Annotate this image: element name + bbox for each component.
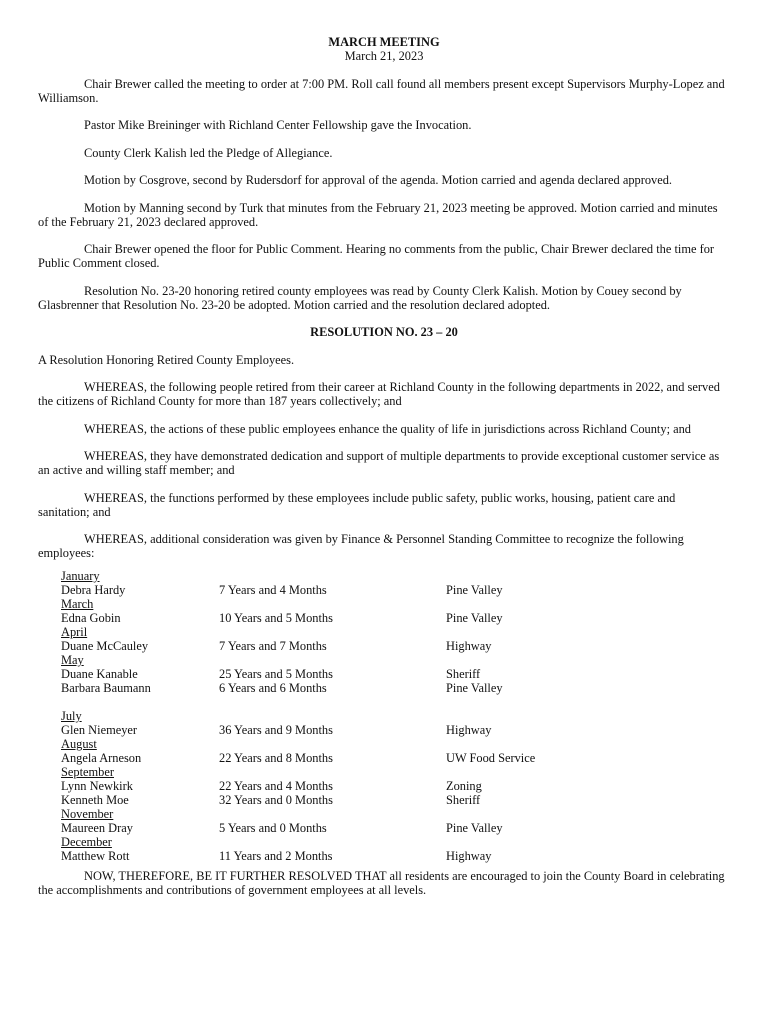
employee-row (61, 583, 730, 597)
month-label: January (61, 569, 100, 583)
employee-row (61, 667, 730, 681)
employee-department: Sheriff (446, 793, 481, 807)
employee-name: Matthew Rott (61, 849, 130, 863)
employee-row (61, 821, 730, 835)
retired-employees-table (61, 569, 730, 863)
employee-row (61, 611, 730, 625)
employee-name: Maureen Dray (61, 821, 133, 835)
paragraph-pledge: County Clerk Kalish led the Pledge of Allegiance. (84, 145, 333, 160)
employee-service: 32 Years and 0 Months (219, 793, 333, 807)
employee-department: Sheriff (446, 667, 481, 681)
employee-name: Lynn Newkirk (61, 779, 133, 793)
meeting-title: MARCH MEETING (328, 35, 440, 49)
employee-service: 7 Years and 7 Months (219, 639, 327, 653)
resolution-subtitle: A Resolution Honoring Retired County Employees. (38, 352, 295, 367)
employee-department: Highway (446, 723, 492, 737)
paragraph-resolution-motion: Resolution No. 23-20 honoring retired county employees was read by County Clerk Kalish. Motion by Couey second by Glasbrenner that Resolution No. 23-20 be adopted. Motion carried and the resolution declared adopted. (38, 283, 682, 312)
employee-department: Zoning (446, 779, 482, 793)
employee-service: 25 Years and 5 Months (219, 667, 333, 681)
employee-department: Pine Valley (446, 583, 503, 597)
employee-row (61, 639, 730, 653)
month-label: May (61, 653, 84, 667)
employee-department: Pine Valley (446, 681, 503, 695)
employee-department: Highway (446, 849, 492, 863)
employee-service: 7 Years and 4 Months (219, 583, 327, 597)
month-label: March (61, 597, 94, 611)
employee-name: Kenneth Moe (61, 793, 129, 807)
employee-service: 22 Years and 4 Months (219, 779, 333, 793)
employee-name: Edna Gobin (61, 611, 121, 625)
employee-service: 6 Years and 6 Months (219, 681, 327, 695)
whereas-clause: WHEREAS, the actions of these public employees enhance the quality of life in jurisdictions across Richland County; and (84, 421, 692, 436)
paragraph-minutes-motion: Motion by Manning second by Turk that minutes from the February 21, 2023 meeting be approved. Motion carried and minutes of the February 21, 2023 declared approved. (38, 200, 718, 229)
employee-department: Pine Valley (446, 611, 503, 625)
paragraph-agenda-motion: Motion by Cosgrove, second by Rudersdorf for approval of the agenda. Motion carried and agenda declared approved. (84, 173, 673, 187)
employee-service: 11 Years and 2 Months (219, 849, 333, 863)
meeting-date: March 21, 2023 (344, 49, 424, 63)
employee-row (61, 723, 730, 737)
month-label: April (61, 625, 88, 639)
employee-name: Duane Kanable (61, 667, 138, 681)
employee-name: Glen Niemeyer (61, 723, 138, 737)
month-label: December (61, 835, 112, 849)
whereas-clause: WHEREAS, they have demonstrated dedication and support of multiple departments to provide exceptional customer service as an active and willing staff member; and (38, 449, 720, 477)
paragraph-call-to-order: Chair Brewer called the meeting to order at 7:00 PM. Roll call found all members present except Supervisors Murphy-Lopez and Williamson. (38, 76, 725, 105)
paragraph-invocation: Pastor Mike Breininger with Richland Center Fellowship gave the Invocation. (84, 118, 472, 132)
employee-name: Duane McCauley (61, 639, 149, 653)
employee-department: UW Food Service (446, 751, 536, 765)
whereas-clause: WHEREAS, additional consideration was given by Finance & Personnel Standing Committee to recognize the following employees: (38, 532, 684, 560)
whereas-clause: WHEREAS, the functions performed by these employees include public safety, public works, housing, patient care and sanitation; and (38, 490, 676, 519)
employee-department: Pine Valley (446, 821, 503, 835)
month-label: September (61, 765, 114, 779)
month-label: July (61, 709, 82, 723)
employee-name: Barbara Baumann (61, 681, 151, 695)
employee-row (61, 793, 730, 807)
employee-row (61, 681, 730, 695)
employee-row (61, 849, 730, 863)
resolution-heading: RESOLUTION NO. 23 – 20 (310, 325, 458, 339)
employee-service: 36 Years and 9 Months (219, 723, 333, 737)
whereas-clause: WHEREAS, the following people retired from their career at Richland County in the following departments in 2022, and served the citizens of Richland County for more than 187 years collectively; and (38, 380, 720, 408)
month-label: August (61, 737, 97, 751)
employee-service: 22 Years and 8 Months (219, 751, 333, 765)
employee-name: Angela Arneson (61, 751, 142, 765)
employee-row (61, 779, 730, 793)
employee-row (61, 751, 730, 765)
month-label: November (61, 807, 114, 821)
employee-name: Debra Hardy (61, 583, 126, 597)
employee-service: 5 Years and 0 Months (219, 821, 327, 835)
resolved-clause: NOW, THEREFORE, BE IT FURTHER RESOLVED THAT all residents are encouraged to join the County Board in celebrating the accomplishments and contributions of government employees at all levels. (38, 869, 725, 897)
employee-service: 10 Years and 5 Months (219, 611, 333, 625)
paragraph-public-comment: Chair Brewer opened the floor for Public Comment. Hearing no comments from the public, Chair Brewer declared the time for Public Comment closed. (38, 242, 715, 270)
employee-department: Highway (446, 639, 492, 653)
document-page (38, 35, 730, 897)
